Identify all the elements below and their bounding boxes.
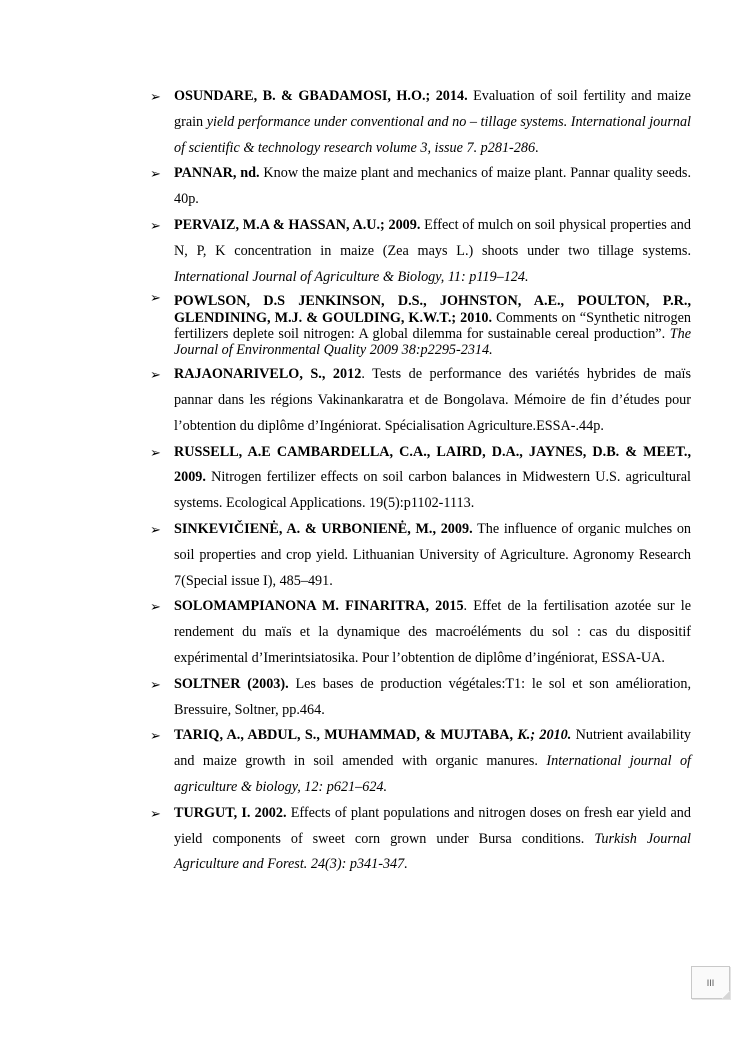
reference-item-soltner [150, 672, 691, 724]
reference-text: Nitrogen fertilizer effects on soil carbon balances in Midwestern U.S. agricultural systems. Ecological Applications. 19(5):p1102-1113. [174, 469, 691, 512]
arrow-bullet-icon: ➢ [150, 89, 161, 104]
arrow-bullet-icon: ➢ [150, 805, 161, 821]
reference-author: RAJAONARIVELO, S., 2012 [174, 366, 362, 383]
reference-author: PANNAR, nd. [174, 165, 260, 182]
reference-text: Evaluation of soil fertility and maize grain [174, 88, 691, 130]
reference-item-turgut [150, 801, 691, 878]
reference-author: PERVAIZ, M.A & HASSAN, A.U.; 2009. [174, 216, 421, 233]
reference-item-sinkeviciene [150, 517, 691, 594]
reference-author: SOLOMAMPIANONA M. FINARITRA, 2015 [174, 598, 464, 615]
arrow-bullet-icon: ➢ [150, 728, 161, 744]
reference-author: TURGUT, I. 2002. [174, 804, 287, 821]
reference-author: OSUNDARE, B. & GBADAMOSI, H.O.; 2014. [174, 88, 468, 104]
reference-item-pervaiz [150, 213, 691, 290]
reference-author-italic: K.; 2010. [513, 727, 572, 744]
reference-source: The Journal of Environmental Quality 2009 38:p2295-2314. [174, 325, 691, 358]
arrow-bullet-icon: ➢ [150, 599, 161, 615]
reference-author: SOLTNER (2003). [174, 675, 289, 692]
arrow-bullet-icon: ➢ [150, 444, 161, 460]
page-number-box [691, 966, 730, 999]
reference-author: TARIQ, A., ABDUL, S., MUHAMMAD, & MUJTABA, [174, 727, 514, 744]
reference-text: Effects of plant populations and nitrogen doses on fresh ear yield and yield components of sweet corn grown under Bursa conditions. [174, 804, 691, 847]
reference-text: Les bases de production végétales:T1: le sol et son amélioration, Bressuire, Soltner, pp.464. [174, 675, 691, 718]
reference-item-solomampianona [150, 594, 691, 671]
reference-item-tariq [150, 723, 691, 800]
page-number: III [706, 977, 715, 988]
reference-text: The influence of organic mulches on soil properties and crop yield. Lithuanian University of Agriculture. Agronomy Research 7(Special issue I), 485–491. [174, 520, 692, 589]
arrow-bullet-icon: ➢ [150, 217, 161, 233]
reference-source: yield performance under conventional and no – tillage systems. International journal of scientific & technology research volume 3, issue 7. p281-286 [174, 113, 691, 156]
arrow-bullet-icon: ➢ [150, 290, 161, 306]
reference-source: Turkish Journal Agriculture and Forest. 24(3): p341-347. [174, 830, 691, 873]
reference-item-osundare [150, 84, 691, 161]
reference-text: Know the maize plant and mechanics of maize plant. Pannar quality seeds. 40p. [174, 165, 691, 208]
reference-text: Comments on “Synthetic nitrogen fertilizers deplete soil nitrogen: A global dilemma for sustainable cereal production”. [174, 309, 691, 342]
reference-author: RUSSELL, A.E CAMBARDELLA, C.A., LAIRD, D.A., JAYNES, D.B. & MEET., 2009. [174, 443, 691, 486]
reference-list [150, 84, 691, 878]
arrow-bullet-icon: ➢ [150, 367, 161, 383]
reference-author: POWLSON, D.S JENKINSON, D.S., JOHNSTON, A.E., POULTON, P.R., GLENDINING, M.J. & GOULDING, K.W.T.; 2010. [174, 293, 691, 326]
reference-tail: . [535, 139, 539, 156]
reference-text: Nutrient availability and maize growth in soil amended with organic manures. [174, 727, 692, 770]
arrow-bullet-icon: ➢ [150, 521, 161, 537]
reference-item-pannar [150, 161, 691, 213]
reference-item-rajaonarivelo [150, 362, 691, 439]
reference-text: . Tests de performance des variétés hybrides de maïs pannar dans les régions Vakinankaratra et de Bongolava. Mémoire de fin d’études pour l’obtention du diplôme d’Ingéniorat. Spécialisation Agriculture.ESSA-.44p. [174, 366, 691, 434]
reference-item-powlson [150, 290, 691, 362]
reference-source: International Journal of Agriculture & Biology, 11: p119–124. [174, 268, 529, 285]
arrow-bullet-icon: ➢ [150, 676, 161, 692]
reference-text: . Effet de la fertilisation azotée sur le rendement du maïs et la dynamique des macroéléments du sol : cas du dispositif expérimental d’Imerintsiatosika. Pour l’obtention de diplôme d’ingéniorat, ESSA-UA. [174, 598, 691, 666]
reference-source: International journal of agriculture & biology, 12: p621–624. [174, 753, 691, 795]
reference-text: Effect of mulch on soil physical properties and N, P, K concentration in maize (Zea mays L.) shoots under two tillage systems. [174, 216, 691, 259]
reference-author: SINKEVIČIENĖ, A. & URBONIENĖ, M., 2009. [174, 520, 473, 537]
arrow-bullet-icon: ➢ [150, 166, 161, 182]
reference-item-russell [150, 440, 691, 517]
